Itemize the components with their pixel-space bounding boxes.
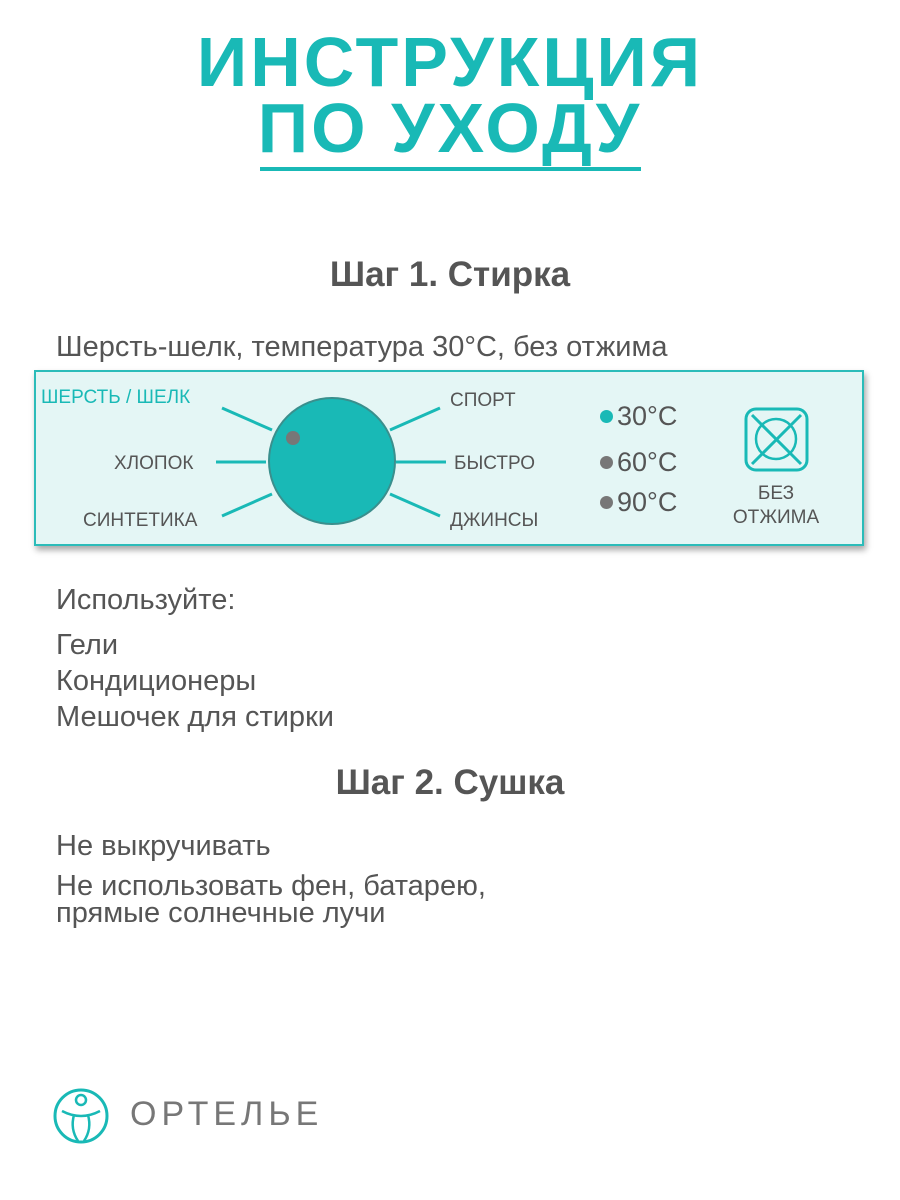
- step1-description: Шерсть-шелк, температура 30°C, без отжима: [56, 331, 668, 363]
- use-item-gels: Гели: [56, 629, 119, 661]
- tick-line: [222, 408, 272, 430]
- brand-logo-icon: [52, 1087, 110, 1145]
- program-synthetics[interactable]: СИНТЕТИКА: [83, 510, 198, 531]
- tick-line: [390, 494, 440, 516]
- dial-knob[interactable]: [269, 398, 395, 524]
- temp-dot-90: [600, 496, 613, 509]
- page-title-line1: ИНСТРУКЦИЯ: [196, 23, 704, 101]
- program-jeans[interactable]: ДЖИНСЫ: [450, 510, 539, 531]
- no-spin-label-line1: БЕЗ: [757, 483, 795, 504]
- temp-90[interactable]: 90°C: [617, 487, 678, 517]
- use-item-laundry-bag: Мешочек для стирки: [56, 701, 334, 733]
- step2-line1: Не выкручивать: [56, 830, 271, 862]
- use-heading: Используйте:: [56, 584, 236, 616]
- no-spin-icon: [746, 409, 807, 470]
- program-quick[interactable]: БЫСТРО: [454, 453, 536, 474]
- step2-line2a: Не использовать фен, батарею,: [56, 870, 486, 902]
- tick-line: [390, 408, 440, 430]
- brand-name: ОРТЕЛЬЕ: [130, 1095, 324, 1133]
- program-sport[interactable]: СПОРТ: [450, 390, 516, 411]
- temp-30[interactable]: 30°C: [617, 401, 678, 431]
- step2-heading: Шаг 2. Сушка: [335, 763, 565, 802]
- program-wool-silk[interactable]: ШЕРСТЬ / ШЕЛК: [41, 387, 191, 408]
- step2-line2b: прямые солнечные лучи: [56, 897, 386, 929]
- dial-indicator: [286, 431, 300, 445]
- step1-heading: Шаг 1. Стирка: [329, 255, 571, 294]
- temp-dot-60: [600, 456, 613, 469]
- temp-60[interactable]: 60°C: [617, 447, 678, 477]
- tick-line: [222, 494, 272, 516]
- use-item-conditioners: Кондиционеры: [56, 665, 257, 697]
- program-cotton[interactable]: ХЛОПОК: [114, 453, 194, 474]
- title-underline: [260, 167, 641, 171]
- temp-dot-30: [600, 410, 613, 423]
- page-title-line2: ПО УХОДУ: [257, 89, 643, 167]
- no-spin-label-line2: ОТЖИМА: [732, 507, 820, 528]
- washing-machine-panel: [34, 370, 864, 546]
